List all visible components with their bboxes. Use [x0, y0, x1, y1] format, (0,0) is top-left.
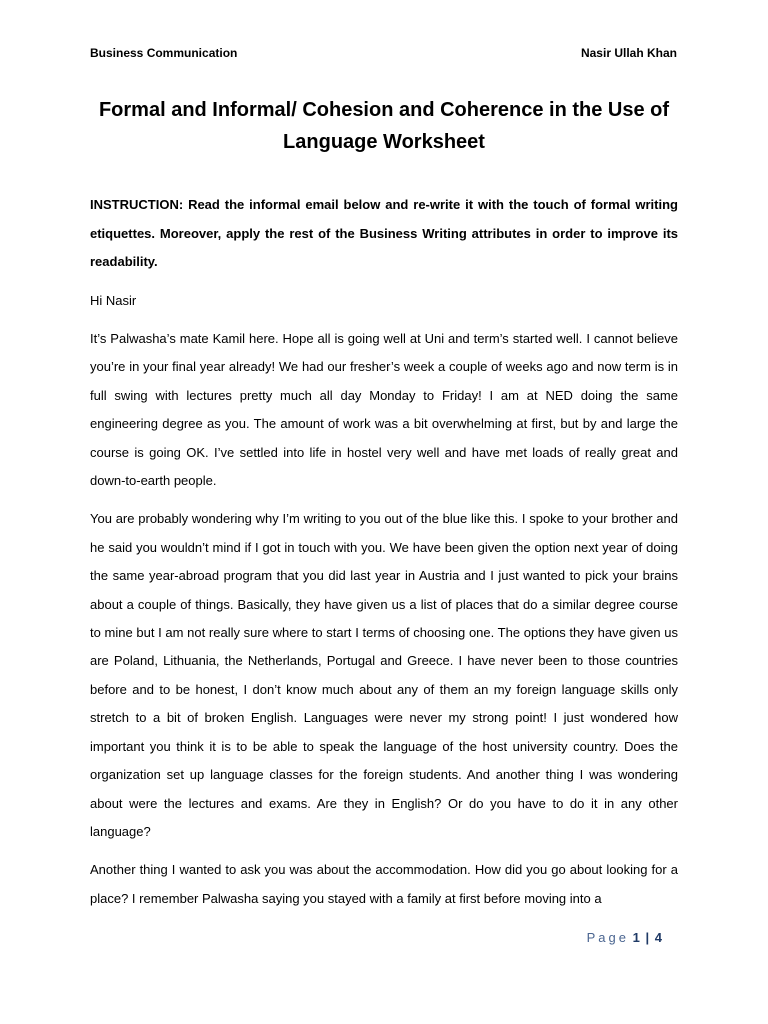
page-footer — [587, 930, 662, 945]
document-body — [90, 191, 678, 923]
header-course: Business Communication — [90, 46, 238, 60]
email-paragraph-1: It’s Palwasha’s mate Kamil here. Hope all is going well at Uni and term’s started well. I cannot believe you’re in your final year already! We had our fresher’s week a couple of weeks ago and now term is in full swing with lectures pretty much all day Monday to Friday! I am at NED doing the same engineering degree as you. The amount of work was a bit overwhelming at first, but by and large the course is going OK. I’ve settled into life in hostel very well and have met loads of really great and down-to-earth people. — [90, 331, 678, 489]
email-salutation: Hi Nasir — [90, 292, 137, 308]
email-paragraph-2: You are probably wondering why I’m writing to you out of the blue like this. I spoke to your brother and he said you wouldn’t mind if I got in touch with you. We have been given the option next year of doing the same year-abroad program that you did last year in Austria and I just wanted to pick your brains about a couple of things. Basically, they have given us a list of places that do a similar degree course to mine but I am not really sure where to start I terms of choosing one. The options they have given us are Poland, Lithuania, the Netherlands, Portugal and Greece. I have never been to those countries before and to be honest, I don’t know much about any of them an my foreign language skills only stretch to a bit of broken English. Languages were never my strong point! I just wondered how important you think it is to be able to speak the language of the host university country. Does the organization set up language classes for the foreign students. And another thing I was wondering about were the lectures and exams. Are they in English? Or do you have to do it in any other language? — [90, 511, 678, 839]
page-label: Page — [586, 930, 630, 945]
page-total: 4 — [654, 930, 662, 945]
title-line-2: Language Worksheet — [283, 131, 485, 153]
email-paragraph-3: Another thing I wanted to ask you was about the accommodation. How did you go about looking for a place? I remember Palwasha saying you stayed with a family at first before moving into a — [90, 862, 678, 906]
page-current: 1 — [632, 930, 640, 945]
document-title — [80, 94, 688, 158]
header-author: Nasir Ullah Khan — [580, 46, 677, 60]
page-separator: | — [645, 930, 650, 945]
instruction-text: INSTRUCTION: Read the informal email below and re-write it with the touch of formal writing etiquettes. Moreover, apply the rest of the Business Writing attributes in order to improve its readability. — [90, 197, 678, 269]
page-header — [90, 46, 677, 60]
title-line-1: Formal and Informal/ Cohesion and Coherence in the Use of — [98, 99, 670, 121]
